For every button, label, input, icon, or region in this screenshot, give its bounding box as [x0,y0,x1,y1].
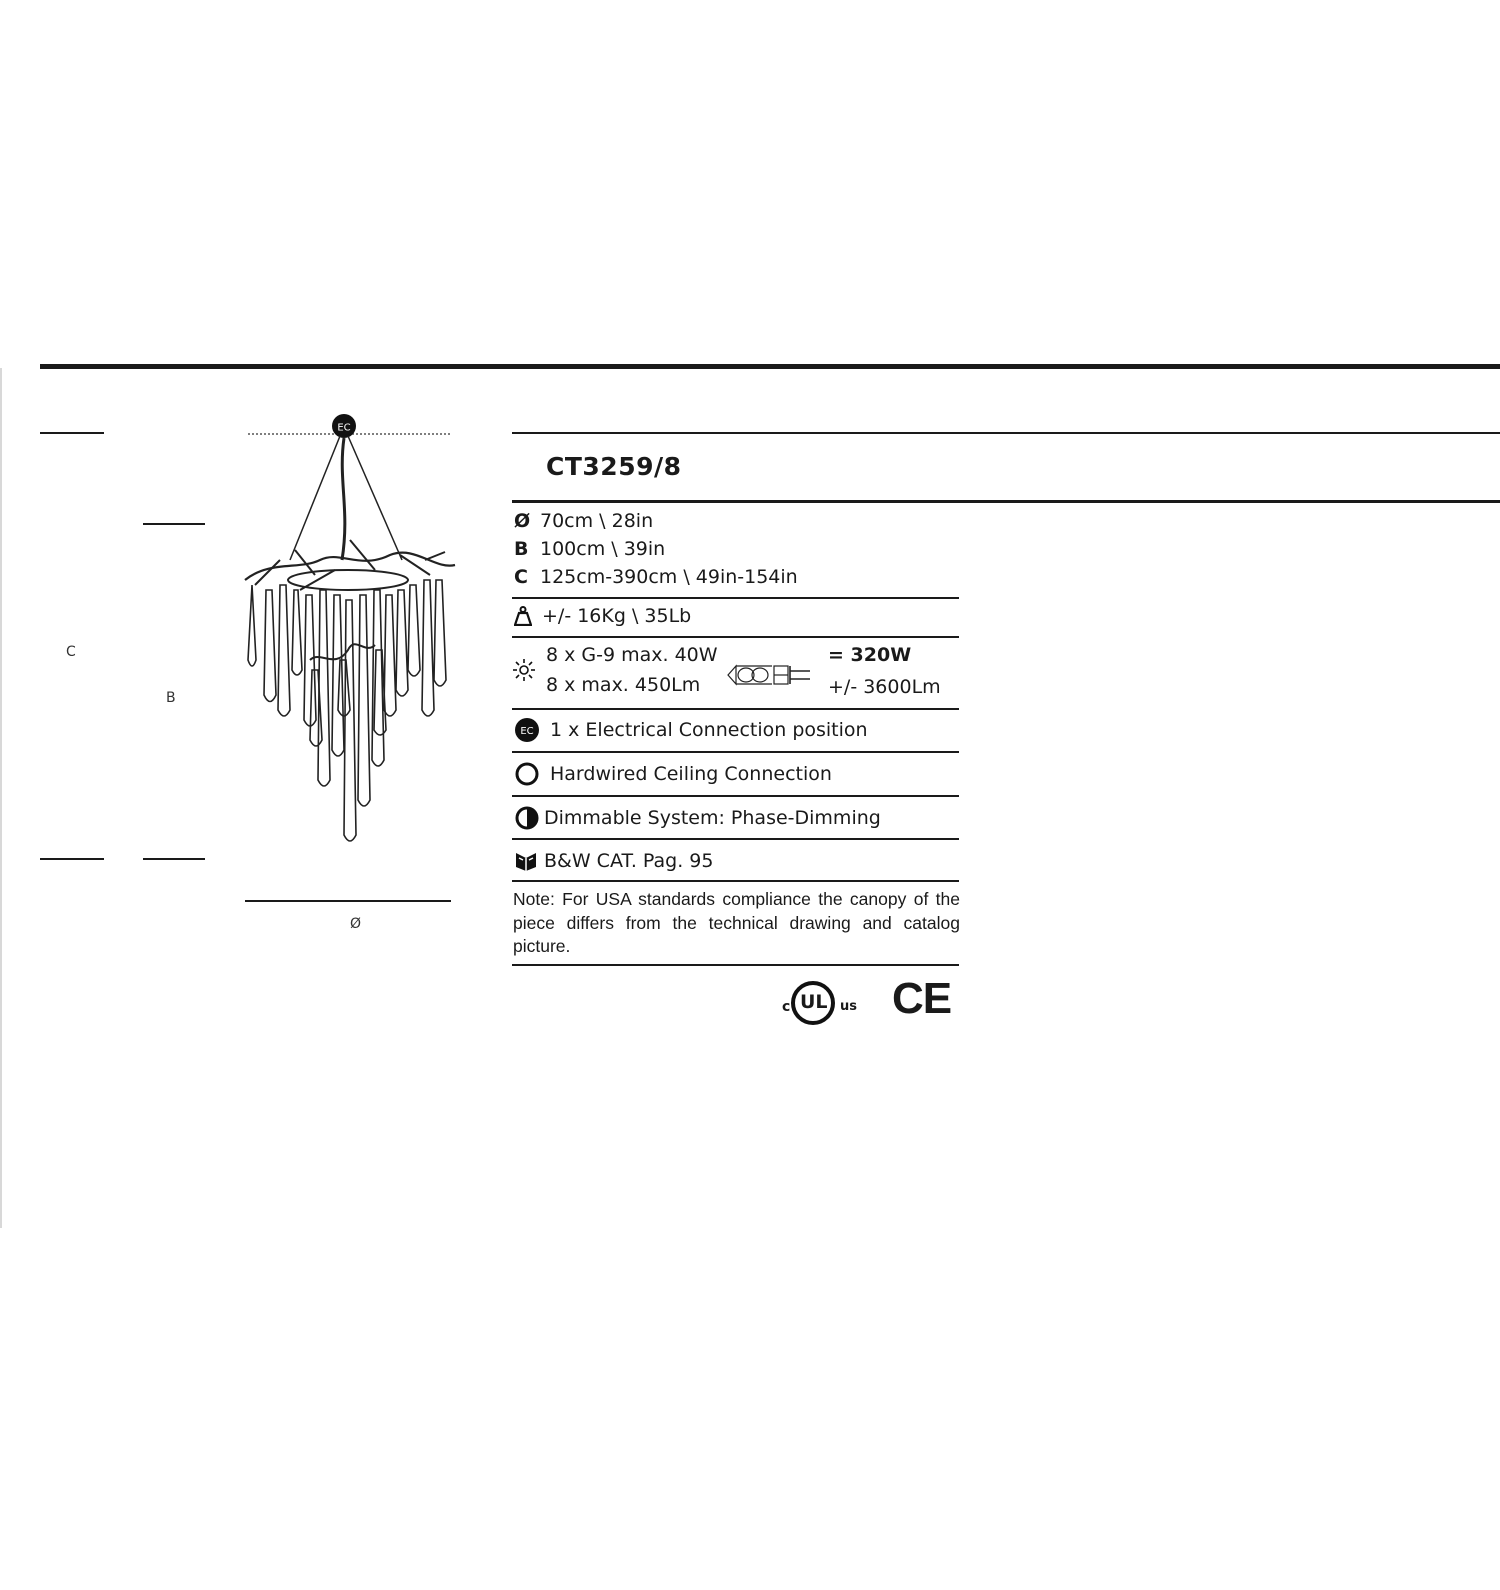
ec-rule [512,751,959,753]
ul-us-text: us [840,999,857,1014]
g9-bulb-icon [726,662,814,688]
title-rule [512,500,1500,503]
weight-row [514,602,691,630]
dim-label-diameter: Ø [350,916,362,932]
dim-label-c: C [66,644,76,660]
dimension-row-b [514,535,665,563]
b-top-tick [143,523,205,525]
product-code: CT3259/8 [546,452,682,481]
lamp-specs [546,640,718,700]
b-value: 100cm \ 39in [540,538,666,560]
dimmable-text: Dimmable System: Phase-Dimming [544,807,881,829]
feature-row-dimmable [514,804,881,832]
catalog-rule [512,880,959,882]
lamp-count-lumen: 8 x max. 450Lm [546,674,701,696]
dimension-row-diameter [514,507,653,535]
c-value: 125cm-390cm \ 49in-154in [540,566,798,588]
ce-mark: CE [892,974,952,1023]
sun-icon [512,658,536,682]
feature-row-catalog [514,847,713,875]
catalog-text: B&W CAT. Pag. 95 [544,850,714,872]
b-bottom-tick [143,858,205,860]
feature-row-ec [514,716,868,744]
dimension-row-c [514,563,798,591]
lamp-count-power: 8 x G-9 max. 40W [546,644,718,666]
diameter-symbol: Ø [514,510,531,532]
c-top-tick [40,432,104,434]
ec-canopy-label: EC [337,422,351,434]
c-symbol: C [514,566,528,588]
left-edge [0,368,2,1228]
svg-text:EC: EC [520,726,534,737]
lamps-rule [512,708,959,710]
hardwired-text: Hardwired Ceiling Connection [550,763,832,785]
ul-mark-text: UL [800,991,828,1013]
ul-c-text: c [782,999,791,1015]
dimensions-rule [512,597,959,599]
total-power: = 320W [828,644,912,666]
total-lumen: +/- 3600Lm [828,676,941,698]
weight-icon [514,606,542,626]
hardwired-rule [512,795,959,797]
chandelier-drawing [240,410,460,860]
panel-top-rule [512,432,1500,434]
dimmer-icon [514,805,544,831]
dimmable-rule [512,838,959,840]
diameter-value: 70cm \ 28in [540,510,654,532]
weight-value: +/- 16Kg \ 35Lb [542,605,692,627]
c-bottom-tick [40,858,104,860]
note-rule [512,964,959,966]
ul-mark [782,980,862,1024]
feature-row-hardwired [514,760,832,788]
book-icon [514,850,544,872]
diameter-line [245,900,451,902]
usa-compliance-note: Note: For USA standards compliance the canopy of the piece differs from the technical drawing and catalog picture. [513,889,960,956]
ec-text: 1 x Electrical Connection position [550,719,868,741]
ring-icon [514,761,550,787]
weight-rule [512,636,959,638]
b-symbol: B [514,538,529,560]
ec-icon [514,717,550,743]
dim-label-b: B [166,690,176,706]
lamp-totals [828,640,941,702]
top-border [40,364,1500,369]
